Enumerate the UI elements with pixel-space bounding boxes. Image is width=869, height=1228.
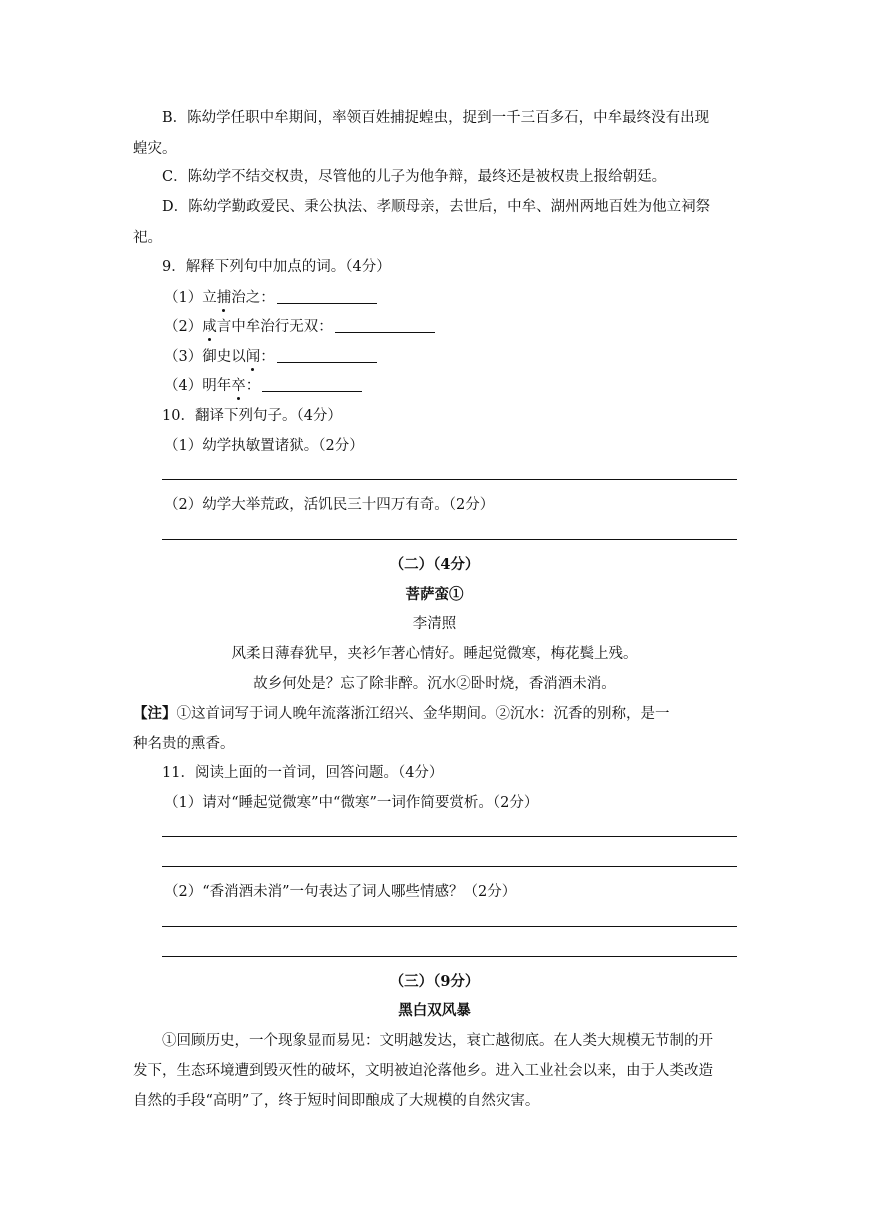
option-d-line1: D．陈幼学勤政爱民、秉公执法、孝顺母亲，去世后，中牟、湖州两地百姓为他立祠祭: [162, 199, 711, 215]
q10-item-1: （1）幼学执敏置诸狱。（2分）: [164, 438, 364, 454]
option-b-line1: B．陈幼学任职中牟期间，率领百姓捕捉蝗虫，捉到一千三百多石，中牟最终没有出现: [162, 110, 710, 126]
q11-item-2-answer-line-1[interactable]: [162, 926, 737, 927]
option-d-line2: 祀。: [133, 230, 162, 246]
poem-title: 菩萨蛮①: [405, 586, 464, 603]
article-p1-line2: 发下，生态环境遭到毁灭性的破坏，文明被迫沦落他乡。进入工业社会以来，由于人类改造: [133, 1063, 713, 1079]
article-p1-line1: ①回顾历史，一个现象显而易见：文明越发达，衰亡越彻底。在人类大规模无节制的开: [162, 1033, 713, 1049]
q9-item-1-dotted-word: 捕: [217, 286, 232, 307]
q11-item-1: （1）请对“睡起觉微寒”中“微寒”一词作简要赏析。（2分）: [164, 795, 539, 811]
q9-item-1: [164, 286, 377, 307]
poem-author: 李清照: [412, 616, 457, 632]
q11-item-2: （2）“香消酒未消”一句表达了词人哪些情感？（2分）: [164, 884, 517, 900]
q9-item-2-dotted-word: 咸: [202, 315, 217, 336]
note-text-line2: 种名贵的熏香。: [133, 736, 235, 752]
note-text-line1: ①这首词写于词人晚年流落浙江绍兴、金华期间。②沉水：沉香的别称，是一: [176, 706, 670, 722]
q10-answer-line-1[interactable]: [162, 479, 737, 480]
q9-item-4-pre: （4）明年: [164, 378, 232, 394]
q9-answer-blank-2[interactable]: [335, 318, 435, 333]
option-b-line2: 蝗灾。: [133, 141, 177, 157]
q9-item-1-post: 治之：: [231, 290, 275, 306]
poem-note: [133, 702, 670, 723]
q9-prompt: 9．解释下列句中加点的词。（4分）: [162, 259, 391, 275]
q9-item-3-post: ：: [260, 349, 275, 365]
note-label: 【注】: [133, 705, 177, 722]
article-title: 黑白双风暴: [398, 1002, 471, 1019]
section3-heading: （三）（9分）: [389, 973, 480, 990]
q9-item-3-pre: （3）御史以: [164, 349, 246, 365]
q9-item-1-pre: （1）立: [164, 290, 217, 306]
q9-item-4-post: ：: [245, 378, 261, 394]
q9-item-3: [164, 345, 377, 366]
q9-answer-blank-3[interactable]: [277, 348, 377, 363]
q11-item-1-answer-line-1[interactable]: [162, 836, 737, 837]
q9-answer-blank-4[interactable]: [262, 377, 362, 392]
q10-prompt: 10．翻译下列句子。（4分）: [162, 408, 342, 424]
q11-prompt: 11．阅读上面的一首词，回答问题。（4分）: [162, 765, 444, 781]
q9-item-2: [164, 315, 435, 336]
q9-item-4: [164, 374, 362, 395]
q9-item-4-dotted-word: 卒: [231, 374, 246, 395]
poem-verse-1: 风柔日薄春犹早，夹衫乍著心情好。睡起觉微寒，梅花鬓上残。: [231, 646, 638, 662]
article-p1-line3: 自然的手段“高明”了，终于短时间即酿成了大规模的自然灾害。: [133, 1093, 540, 1109]
q9-answer-blank-1[interactable]: [277, 289, 377, 304]
poem-verse-2: 故乡何处是？忘了除非醉。沉水②卧时烧，香消酒未消。: [253, 676, 616, 692]
q9-item-2-post: 言中牟治行无双：: [216, 319, 333, 335]
q9-item-3-dotted-word: 闻: [246, 345, 261, 366]
q10-answer-line-2[interactable]: [162, 539, 737, 540]
q11-item-2-answer-line-2[interactable]: [162, 956, 737, 957]
q11-item-1-answer-line-2[interactable]: [162, 866, 737, 867]
section2-heading: （二）（4分）: [389, 556, 480, 573]
option-c: C．陈幼学不结交权贵，尽管他的儿子为他争辩，最终还是被权贵上报给朝廷。: [162, 169, 667, 185]
q10-item-2: （2）幼学大举荒政，活饥民三十四万有奇。（2分）: [164, 497, 495, 513]
q9-item-2-pre: （2）: [164, 319, 203, 335]
